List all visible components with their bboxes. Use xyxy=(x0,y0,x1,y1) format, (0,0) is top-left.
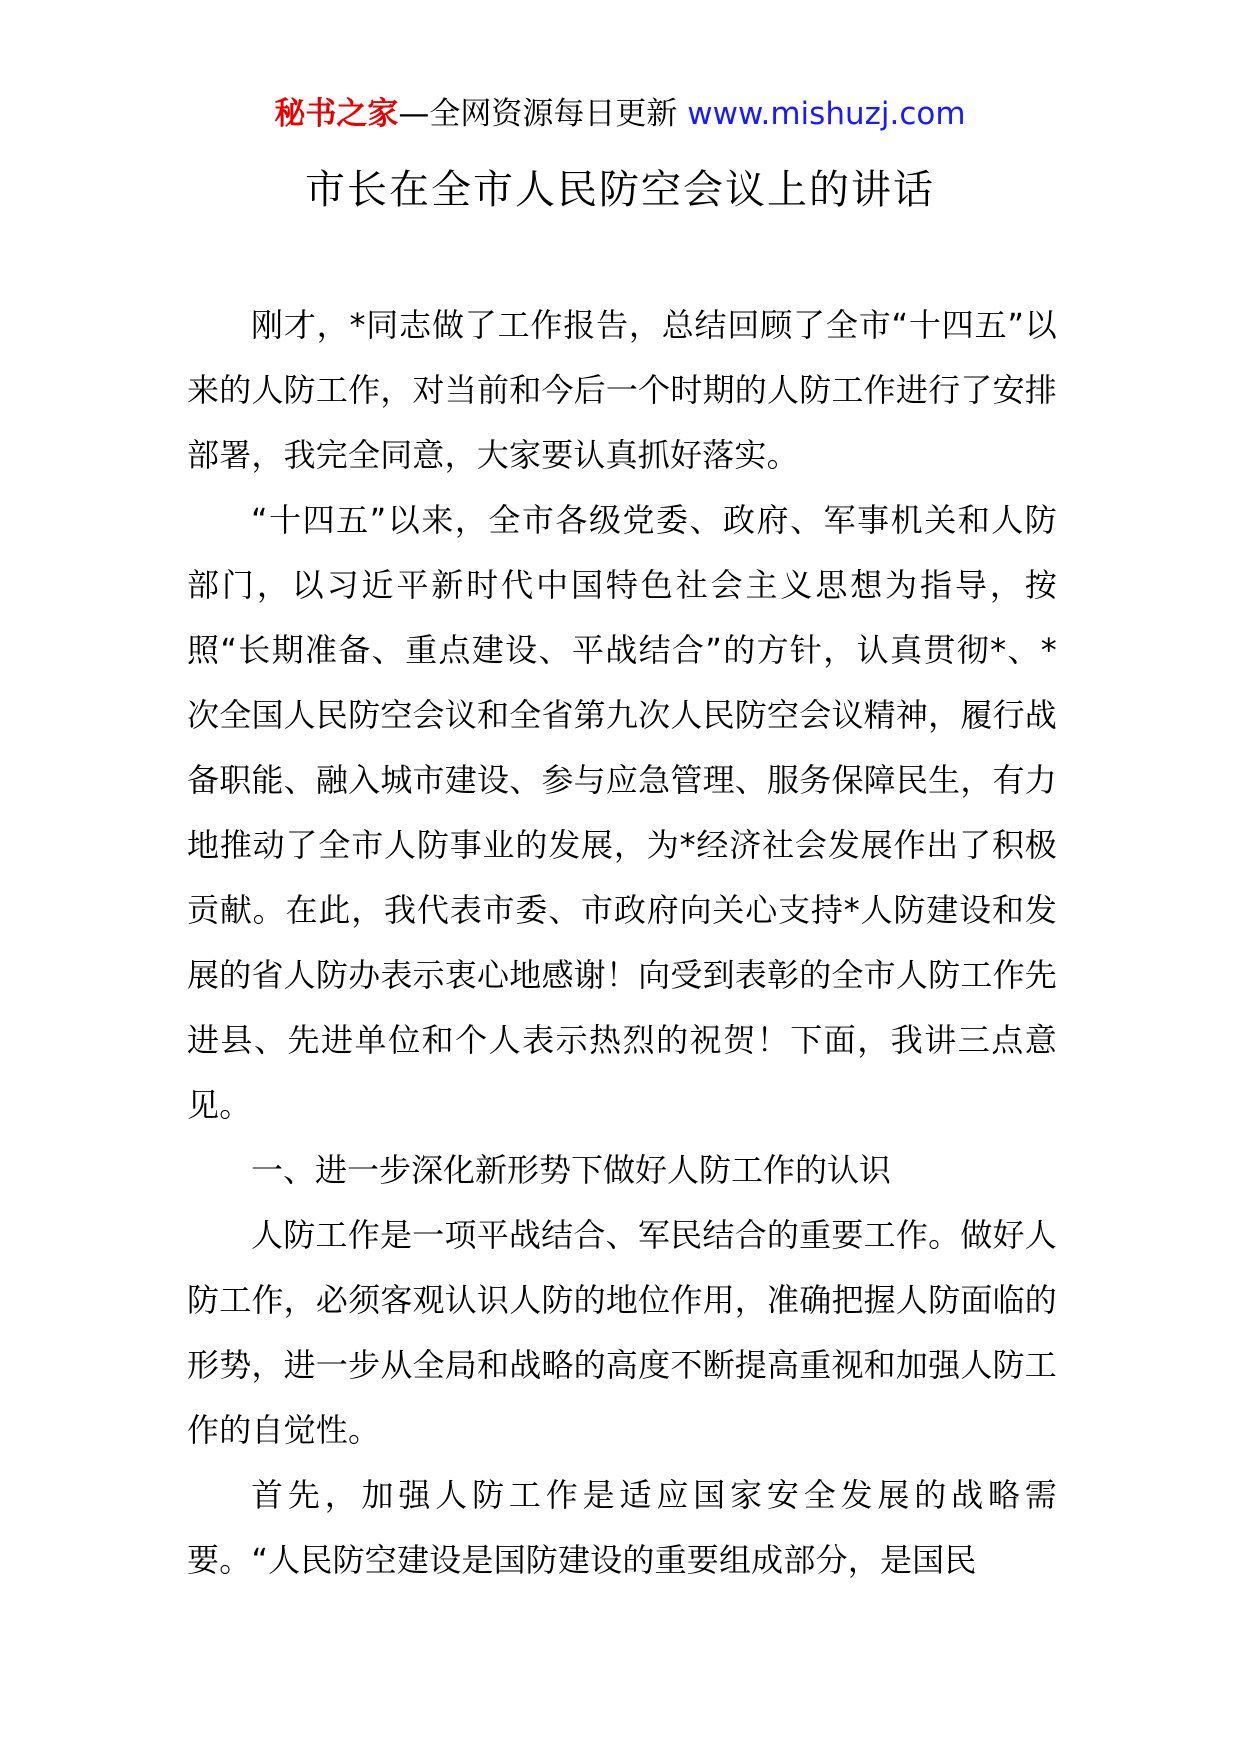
paragraph-first-point: 首先，加强人防工作是适应国家安全发展的战略需要。“人民防空建设是国防建设的重要组成部分，是国民 xyxy=(187,1476,1057,1579)
section-heading-one: 一、进一步深化新形势下做好人防工作的认识 xyxy=(251,1151,892,1189)
site-banner xyxy=(0,92,1240,136)
site-url-link[interactable]: www.mishuzj.com xyxy=(687,96,966,132)
site-tagline: —全网资源每日更新 xyxy=(398,96,678,132)
paragraph-achievements: “十四五”以来，全市各级党委、政府、军事机关和人防部门，以习近平新时代中国特色社会主义思想为指导，按照“长期准备、重点建设、平战结合”的方针，认真贯彻*、*次全国人民防空会议和全省第九次人民防空会议精神，履行战备职能、融入城市建设、参与应急管理、服务保障民生，有力地推动了全市人防事业的发展，为*经济社会发展作出了积极贡献。在此，我代表市委、市政府向关心支持*人防建设和发展的省人防办表示衷心地感谢！向受到表彰的全市人防工作先进县、先进单位和个人表示热烈的祝贺！下面，我讲三点意见。 xyxy=(187,501,1057,1124)
document-body xyxy=(187,293,1057,1593)
paragraph-importance: 人防工作是一项平战结合、军民结合的重要工作。做好人防工作，必须客观认识人防的地位作用，准确把握人防面临的形势，进一步从全局和战略的高度不断提高重视和加强人防工作的自觉性。 xyxy=(187,1216,1057,1449)
site-brand: 秘书之家 xyxy=(274,96,399,132)
paragraph-opening: 刚才，*同志做了工作报告，总结回顾了全市“十四五”以来的人防工作，对当前和今后一个时期的人防工作进行了安排部署，我完全同意，大家要认真抓好落实。 xyxy=(187,306,1057,474)
document-title: 市长在全市人民防空会议上的讲话 xyxy=(305,167,935,213)
